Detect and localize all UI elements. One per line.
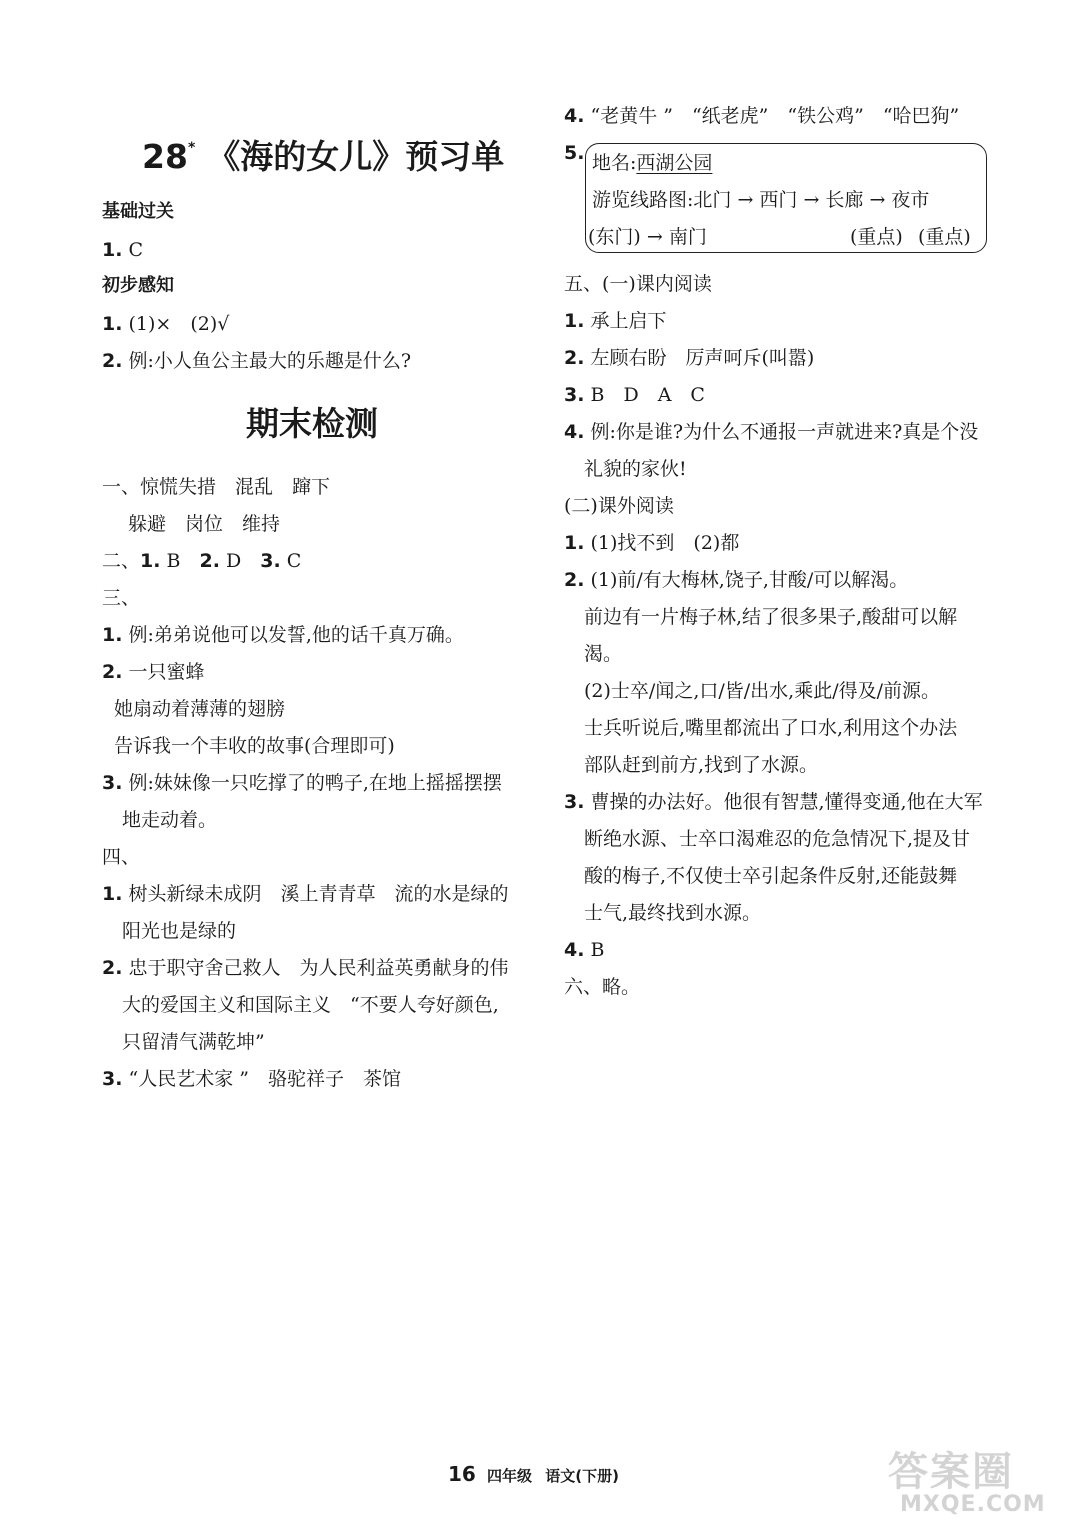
answer-line: 四、	[102, 846, 141, 868]
route-line-1: 游览线路图:北门 → 西门 → 长廊 → 夜市	[592, 189, 930, 211]
answer-line: 三、	[102, 587, 141, 609]
answer-line: (二)课外阅读	[564, 495, 674, 517]
answer-line: 1. 树头新绿未成阴 溪上青青草 流的水是绿的	[102, 883, 509, 905]
answer-line: 她扇动着薄薄的翅膀	[114, 698, 286, 720]
answer-line: 渴。	[584, 643, 623, 665]
answer-line: (2)士卒/闻之,口/皆/出水,乘此/得及/前源。	[584, 680, 941, 702]
answer-line: 3. 例:妹妹像一只吃撑了的鸭子,在地上摇摇摆摆	[102, 772, 502, 794]
lesson-number: 28	[142, 137, 188, 176]
exam-title: 期末检测	[246, 404, 378, 443]
answer-line: 2. 忠于职守舍己救人 为人民利益英勇献身的伟	[102, 957, 509, 979]
answer-line: 2. 一只蜜蜂	[102, 661, 205, 683]
section-perception: 初步感知	[102, 275, 174, 296]
answer-line: 3. B D A C	[564, 384, 705, 406]
route-note: (重点)	[850, 226, 903, 248]
answer-line: 二、1. B 2. D 3. C	[102, 550, 302, 572]
route-line-2: (东门) → 南门	[588, 226, 707, 248]
answer-line: 1. (1)× (2)√	[102, 313, 230, 335]
lesson-title-text: 《海的女儿》预习单	[207, 137, 505, 176]
answer-line: 阳光也是绿的	[122, 920, 237, 942]
answer-line: 3. “人民艺术家 ” 骆驼祥子 茶馆	[102, 1068, 401, 1090]
answer-line: 前边有一片梅子林,结了很多果子,酸甜可以解	[584, 606, 958, 628]
watermark-logo: 答案圈 MXQE.COM	[888, 1449, 1046, 1517]
lesson-title	[142, 128, 504, 177]
footer-subject: 语文(下册)	[545, 1467, 620, 1485]
answer-line: 地走动着。	[122, 809, 218, 831]
footer-grade: 四年级	[487, 1467, 533, 1485]
answer-line: 五、(一)课内阅读	[564, 273, 712, 295]
answer-line: 1. C	[102, 239, 144, 261]
answer-line: 大的爱国主义和国际主义 “不要人夸好颜色,	[122, 994, 499, 1016]
answer-line: 断绝水源、士卒口渴难忍的危急情况下,提及甘	[584, 828, 971, 850]
answer-line: 酸的梅子,不仅使士卒引起条件反射,还能鼓舞	[584, 865, 958, 887]
answer-line: 1. 例:弟弟说他可以发誓,他的话千真万确。	[102, 624, 464, 646]
answer-line: 4. B	[564, 939, 605, 961]
answer-line: 礼貌的家伙!	[584, 458, 687, 480]
answer-line: 只留清气满乾坤”	[122, 1031, 265, 1053]
answer-line: 士气,最终找到水源。	[584, 902, 762, 924]
answer-line: 4. 例:你是谁?为什么不通报一声就进来?真是个没	[564, 421, 979, 443]
answer-line: 4. “老黄牛 ” “纸老虎” “铁公鸡” “哈巴狗”	[564, 105, 960, 127]
answer-line: 2. (1)前/有大梅林,饶子,甘酸/可以解渴。	[564, 569, 909, 591]
answer-line: 一、惊慌失措 混乱 蹿下	[102, 476, 331, 498]
answer-line: 3. 曹操的办法好。他很有智慧,懂得变通,他在大军	[564, 791, 983, 813]
answer-line: 2. 例:小人鱼公主最大的乐趣是什么?	[102, 350, 412, 372]
answer-line: 躲避 岗位 维持	[128, 513, 281, 535]
page-number: 16	[447, 1462, 476, 1486]
answer-line: 2. 左顾右盼 厉声呵斥(叫嚣)	[564, 347, 815, 369]
answer-line: 六、略。	[564, 976, 641, 998]
answer-line: 5.	[564, 142, 585, 164]
place-value: 西湖公园	[636, 152, 713, 174]
answer-line: 士兵听说后,嘴里都流出了口水,利用这个办法	[584, 717, 958, 739]
lesson-star: *	[187, 140, 196, 156]
section-basic: 基础过关	[102, 201, 174, 222]
route-note: (重点)	[918, 226, 971, 248]
answer-line: 1. (1)找不到 (2)都	[564, 532, 740, 554]
answer-line: 1. 承上启下	[564, 310, 667, 332]
answer-line: 部队赶到前方,找到了水源。	[584, 754, 819, 776]
answer-line: 告诉我一个丰收的故事(合理即可)	[114, 735, 395, 757]
place-line: 地名:西湖公园	[592, 152, 713, 174]
